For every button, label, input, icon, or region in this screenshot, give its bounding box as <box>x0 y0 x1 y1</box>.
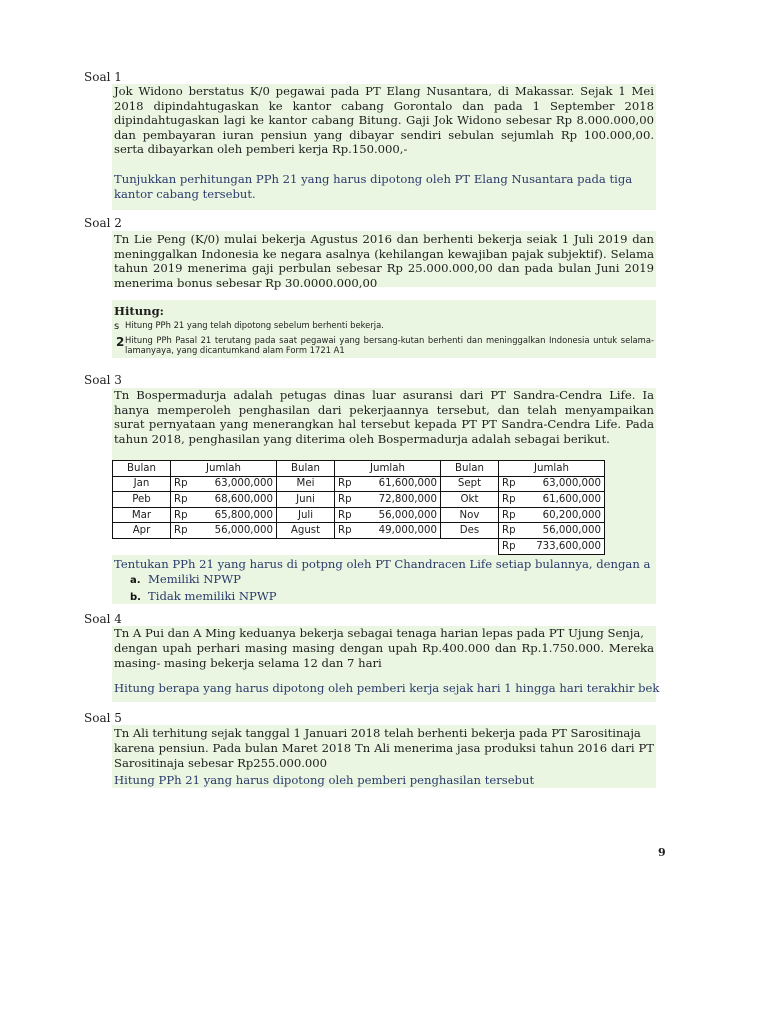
total-cell <box>499 538 605 554</box>
option-a <box>130 572 277 589</box>
amount-cell <box>171 476 277 492</box>
amount-value: 63,000,000 <box>542 478 601 490</box>
currency-label: Rp <box>338 525 352 537</box>
month-cell: Juli <box>277 507 335 523</box>
total-value: 733,600,000 <box>536 540 601 552</box>
item-2-marker: 2 <box>116 335 125 349</box>
option-list <box>130 572 277 605</box>
soal-1-question: Tunjukkan perhitungan PPh 21 yang harus dipotong oleh PT Elang Nusantara pada tiga kantor cabang tersebut. <box>114 172 633 201</box>
amount-value: 72,800,000 <box>378 493 437 505</box>
item-1-marker: s <box>114 321 120 332</box>
amount-value: 68,600,000 <box>214 493 273 505</box>
soal-4-question: Hitung berapa yang harus dipotong oleh pemberi kerja sejak hari 1 hingga hari terakhir bek <box>114 681 660 695</box>
amount-value: 61,600,000 <box>378 478 437 490</box>
month-cell: Mar <box>113 507 171 523</box>
soal-5-title: Soal 5 <box>84 711 122 725</box>
amount-cell <box>335 507 441 523</box>
currency-label: Rp <box>502 540 516 552</box>
currency-label: Rp <box>174 509 188 521</box>
amount-cell <box>171 507 277 523</box>
header-bulan: Bulan <box>113 461 171 477</box>
currency-label: Rp <box>174 493 188 505</box>
income-table <box>112 460 605 555</box>
header-jumlah: Jumlah <box>171 461 277 477</box>
month-cell: Okt <box>441 492 499 508</box>
header-bulan: Bulan <box>441 461 499 477</box>
month-cell: Jan <box>113 476 171 492</box>
currency-label: Rp <box>502 478 516 490</box>
option-text: Tidak memiliki NPWP <box>148 588 277 603</box>
soal-2-title: Soal 2 <box>84 216 122 230</box>
currency-label: Rp <box>502 525 516 537</box>
soal-5-text-1: Tn Ali terhitung sejak tanggal 1 Januari 2018 telah berhenti bekerja pada PT Sarositinaja <box>114 726 641 740</box>
soal-5-question: Hitung PPh 21 yang harus dipotong oleh pemberi penghasilan tersebut <box>114 773 535 787</box>
amount-cell <box>335 492 441 508</box>
option-text: Memiliki NPWP <box>148 572 241 586</box>
amount-cell <box>335 476 441 492</box>
currency-label: Rp <box>502 509 516 521</box>
option-b <box>130 589 277 606</box>
month-cell: Nov <box>441 507 499 523</box>
table-header-row <box>113 461 605 477</box>
soal-3-text: Tn Bospermadurja adalah petugas dinas luar asuransi dari PT Sandra-Cendra Life. Ia hanya memperoleh penghasilan dari pekerjaannya tersebut, dan telah menyampaikan surat pernyataan yang menerangkan hal tersebut kepada PT PT Sandra-Cendra Life. Pada tahun 2018, penghasilan yang diterima oleh Bospermadurja adalah sebagai berikut. <box>114 388 654 446</box>
amount-value: 65,800,000 <box>214 509 273 521</box>
table-row <box>113 523 605 539</box>
amount-value: 60,200,000 <box>542 509 601 521</box>
month-cell: Juni <box>277 492 335 508</box>
currency-label: Rp <box>338 493 352 505</box>
currency-label: Rp <box>174 478 188 490</box>
soal-5-text-2: karena pensiun. Pada bulan Maret 2018 Tn Ali menerima jasa produksi tahun 2016 dari PT Sarositinaja sebesar Rp255.000.000 <box>114 741 654 770</box>
month-cell: Sept <box>441 476 499 492</box>
amount-value: 56,000,000 <box>542 525 601 537</box>
soal-4-title: Soal 4 <box>84 612 122 626</box>
amount-value: 61,600,000 <box>542 493 601 505</box>
amount-value: 49,000,000 <box>378 525 437 537</box>
currency-label: Rp <box>338 478 352 490</box>
table-row <box>113 507 605 523</box>
table-row <box>113 492 605 508</box>
item-2-text: Hitung PPh Pasal 21 terutang pada saat pegawai yang bersang-kutan berhenti dan meninggalkan Indonesia untuk selama-lamanyaya, yang dicantumkand alam Form 1721 A1 <box>125 335 654 355</box>
currency-label: Rp <box>502 493 516 505</box>
header-jumlah: Jumlah <box>335 461 441 477</box>
amount-cell <box>499 523 605 539</box>
amount-cell <box>499 476 605 492</box>
currency-label: Rp <box>174 525 188 537</box>
hitung-label: Hitung: <box>114 304 164 318</box>
amount-cell <box>499 492 605 508</box>
soal-3-question: Tentukan PPh 21 yang harus di potpng oleh PT Chandracen Life setiap bulannya, dengan a <box>114 557 651 571</box>
amount-cell <box>335 523 441 539</box>
soal-2-text: Tn Lie Peng (K/0) mulai bekerja Agustus 2016 dan berhenti bekerja seiak 1 Juli 2019 dan meninggalkan Indonesia ke negara asalnya (kehilangan kewajiban pajak subjektif). Selama tahun 2019 menerima gaji perbulan sebesar Rp 25.000.000,00 dan pada bulan Juni 2019 menerima bonus sebesar Rp 30.0000.000,00 <box>114 232 654 290</box>
table-row <box>113 476 605 492</box>
month-cell: Des <box>441 523 499 539</box>
table-total-row <box>113 538 605 554</box>
soal-1-title: Soal 1 <box>84 70 122 84</box>
soal-1-text: Jok Widono berstatus K/0 pegawai pada PT Elang Nusantara, di Makassar. Sejak 1 Mei 2018 dipindahtugaskan ke kantor cabang Gorontalo dan pada 1 September 2018 dipindahtugaskan lagi ke kantor cabang Bitung. Gaji Jok Widono sebesar Rp 8.000.000,00 dan pembayaran iuran pensiun yang dibayar sendiri sebulan sejumlah Rp 100.000,00. serta dibayarkan oleh pemberi kerja Rp.150.000,- <box>114 84 654 157</box>
soal-4-text-1: Tn A Pui dan A Ming keduanya bekerja sebagai tenaga harian lepas pada PT Ujung Senja, <box>114 626 644 640</box>
month-cell: Peb <box>113 492 171 508</box>
item-1-text: Hitung PPh 21 yang telah dipotong sebelum berhenti bekerja. <box>125 320 384 330</box>
month-cell: Apr <box>113 523 171 539</box>
amount-cell <box>499 507 605 523</box>
amount-value: 63,000,000 <box>214 478 273 490</box>
month-cell: Mei <box>277 476 335 492</box>
amount-value: 56,000,000 <box>214 525 273 537</box>
amount-cell <box>171 492 277 508</box>
currency-label: Rp <box>338 509 352 521</box>
option-label: b. <box>130 591 141 603</box>
soal-4-text-2: dengan upah perhari masing masing dengan upah Rp.400.000 dan Rp.1.750.000. Mereka masing- masing bekerja selama 12 dan 7 hari <box>114 641 654 670</box>
page-edge-mark: 9 <box>658 846 666 859</box>
month-cell: Agust <box>277 523 335 539</box>
header-jumlah: Jumlah <box>499 461 605 477</box>
soal-3-title: Soal 3 <box>84 373 122 387</box>
header-bulan: Bulan <box>277 461 335 477</box>
option-label: a. <box>130 575 141 586</box>
amount-value: 56,000,000 <box>378 509 437 521</box>
amount-cell <box>171 523 277 539</box>
